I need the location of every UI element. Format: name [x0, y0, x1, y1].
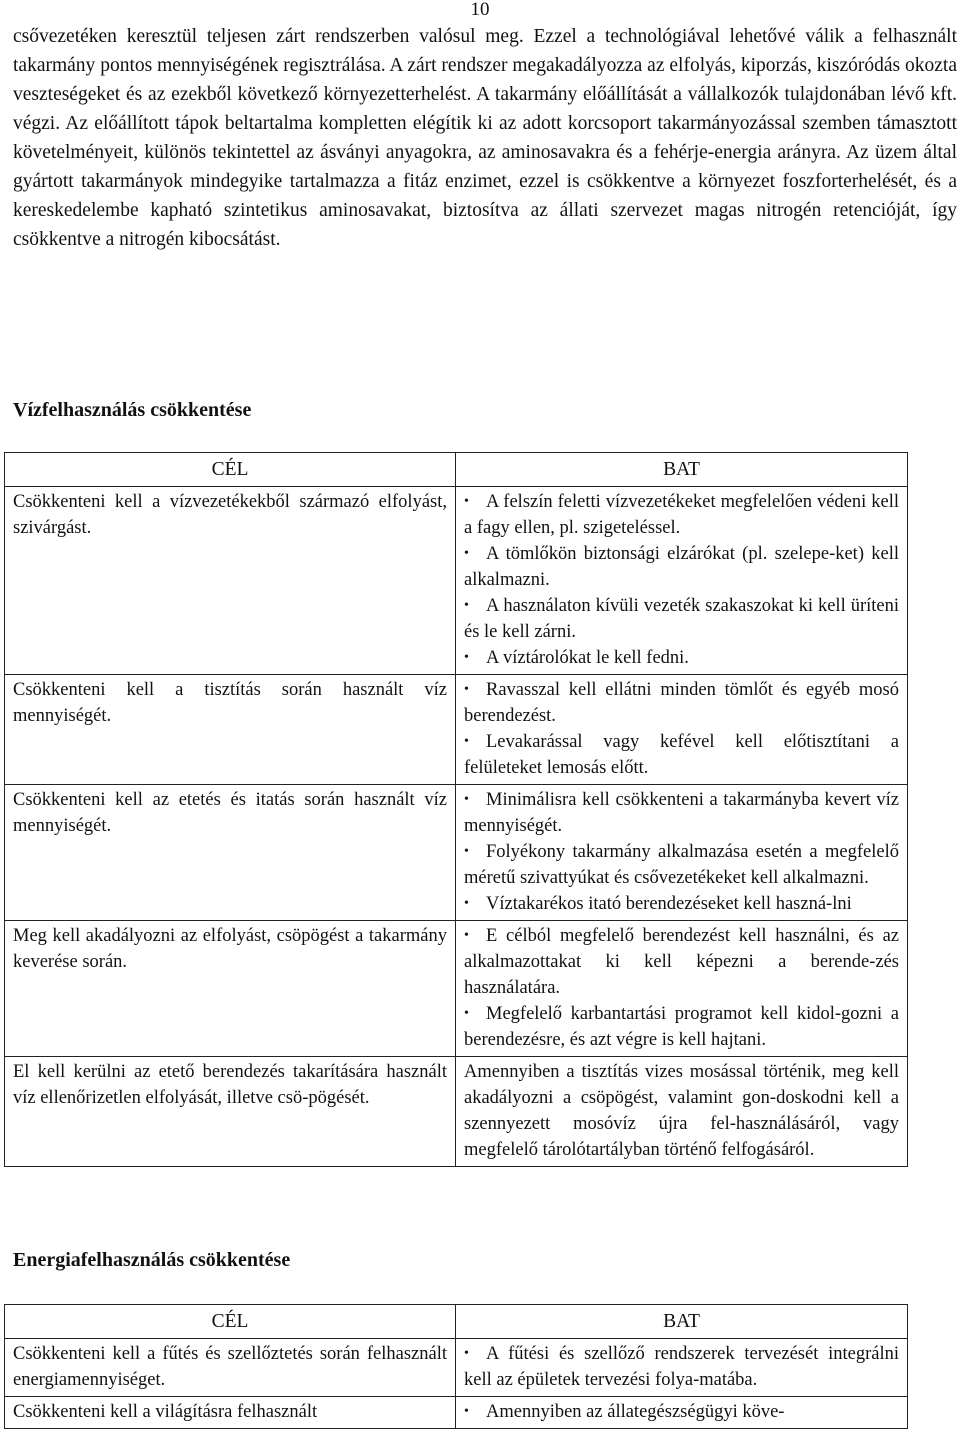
- bat-cell: [456, 1397, 908, 1429]
- bat-list-item: • Víztakarékos itató berendezéseket kell haszná-lni: [464, 891, 899, 917]
- bullet-icon: •: [464, 1404, 469, 1419]
- page-number: 10: [470, 0, 490, 20]
- bullet-icon: •: [464, 734, 469, 749]
- goal-cell: Csökkenteni kell a vízvezetékekből származó elfolyást, szivárgást.: [5, 487, 456, 675]
- energy-section-heading: Energiafelhasználás csökkentése: [13, 1249, 291, 1271]
- bat-list-item: • A víztárolókat le kell fedni.: [464, 645, 899, 671]
- table-row: [5, 1057, 908, 1167]
- bullet-icon: •: [464, 598, 469, 613]
- goal-cell: Csökkenteni kell az etetés és itatás során használt víz mennyiségét.: [5, 785, 456, 921]
- table-row: [5, 1397, 908, 1429]
- goal-cell: Csökkenteni kell a fűtés és szellőztetés során felhasznált energiamennyiséget.: [5, 1339, 456, 1397]
- bullet-icon: •: [464, 792, 469, 807]
- bat-list-item: • E célból megfelelő berendezést kell használni, és az alkalmazottakat ki kell képezni a berende-zés használatára.: [464, 923, 899, 1001]
- bat-list-item: • Folyékony takarmány alkalmazása esetén a megfelelő méretű szivattyúkat és csővezetékeket kell alkalmazni.: [464, 839, 899, 891]
- bat-list-item: • A fűtési és szellőző rendszerek tervezését integrálni kell az épületek tervezési folya-matába.: [464, 1341, 899, 1393]
- bat-cell: [456, 785, 908, 921]
- bullet-icon: •: [464, 682, 469, 697]
- water-requirements-table: [4, 452, 908, 1167]
- table-row: [5, 675, 908, 785]
- bat-column-header: BAT: [456, 1305, 908, 1339]
- bat-column-header: BAT: [456, 453, 908, 487]
- table-header-row: [5, 1305, 908, 1339]
- bat-list-item: • Levakarással vagy kefével kell előtisztítani a felületeket lemosás előtt.: [464, 729, 899, 781]
- bullet-icon: •: [464, 928, 469, 943]
- bat-list-item: • A használaton kívüli vezeték szakaszokat ki kell üríteni és le kell zárni.: [464, 593, 899, 645]
- bat-list-item: • A felszín feletti vízvezetékeket megfelelően védeni kell a fagy ellen, pl. szigeteléssel.: [464, 489, 899, 541]
- table-row: [5, 921, 908, 1057]
- table-row: [5, 785, 908, 921]
- water-section-heading: Vízfelhasználás csökkentése: [13, 399, 252, 421]
- intro-paragraph: csővezetéken keresztül teljesen zárt rendszerben valósul meg. Ezzel a technológiával lehetővé válik a felhasznált takarmány pontos mennyiségének regisztrálása. A zárt rendszer megakadályozza az elfolyás, kiporzás, kiszóródás okozta veszteségeket és az ezekből következő környezetterhelést. A takarmány előállítását a vállalkozók tulajdonában lévő kft. végzi. Az előállított tápok beltartalma kompletten elégítik ki az adott korcsoport takarmányozással szemben támasztott követelményeit, különös tekintettel az ásványi anyagokra, az aminosavakra és a fehérje-energia arányra. Az üzem által gyártott takarmányok mindegyike tartalmazza a fitáz enzimet, ezzel is csökkentve a környezet foszforterhelését, és a kereskedelembe kapható szintetikus aminosavakat, biztosítva az állati szervezet magas nitrogén retencióját, így csökkentve a nitrogén kibocsátást.: [13, 26, 957, 250]
- bat-cell: [456, 1057, 908, 1167]
- bat-cell: [456, 487, 908, 675]
- goal-column-header: CÉL: [5, 453, 456, 487]
- bat-list-item: • A tömlőkön biztonsági elzárókat (pl. szelepe-ket) kell alkalmazni.: [464, 541, 899, 593]
- energy-requirements-table: [4, 1304, 908, 1429]
- bullet-icon: •: [464, 494, 469, 509]
- table-row: [5, 487, 908, 675]
- bullet-icon: •: [464, 844, 469, 859]
- goal-cell: El kell kerülni az etető berendezés takarítására használt víz ellenőrizetlen elfolyását, illetve csö-pögését.: [5, 1057, 456, 1167]
- goal-cell: Csökkenteni kell a világításra felhasznált: [5, 1397, 456, 1429]
- bat-cell: [456, 1339, 908, 1397]
- bat-cell: [456, 921, 908, 1057]
- bat-text: Amennyiben a tisztítás vizes mosással történik, meg kell akadályozni a csöpögést, valamint gon-doskodni kell a szennyezett mosóvíz újra fel-használásáról, vagy megfelelő tárolótartályban történő felfogásáról.: [464, 1062, 899, 1160]
- bullet-icon: •: [464, 650, 469, 665]
- bat-list-item: • Megfelelő karbantartási programot kell kidol-gozni a berendezésre, és azt végre is kell hajtani.: [464, 1001, 899, 1053]
- goal-cell: Csökkenteni kell a tisztítás során használt víz mennyiségét.: [5, 675, 456, 785]
- bullet-icon: •: [464, 1006, 469, 1021]
- table-header-row: [5, 453, 908, 487]
- bullet-icon: •: [464, 896, 469, 911]
- bat-list-item: • Ravasszal kell ellátni minden tömlőt és egyéb mosó berendezést.: [464, 677, 899, 729]
- table-row: [5, 1339, 908, 1397]
- goal-cell: Meg kell akadályozni az elfolyást, csöpögést a takarmány keverése során.: [5, 921, 456, 1057]
- goal-column-header: CÉL: [5, 1305, 456, 1339]
- bullet-icon: •: [464, 1346, 469, 1361]
- bat-list-item: • Minimálisra kell csökkenteni a takarmányba kevert víz mennyiségét.: [464, 787, 899, 839]
- bat-cell: [456, 675, 908, 785]
- bat-list-item: • Amennyiben az állategészségügyi köve-: [464, 1399, 899, 1425]
- bullet-icon: •: [464, 546, 469, 561]
